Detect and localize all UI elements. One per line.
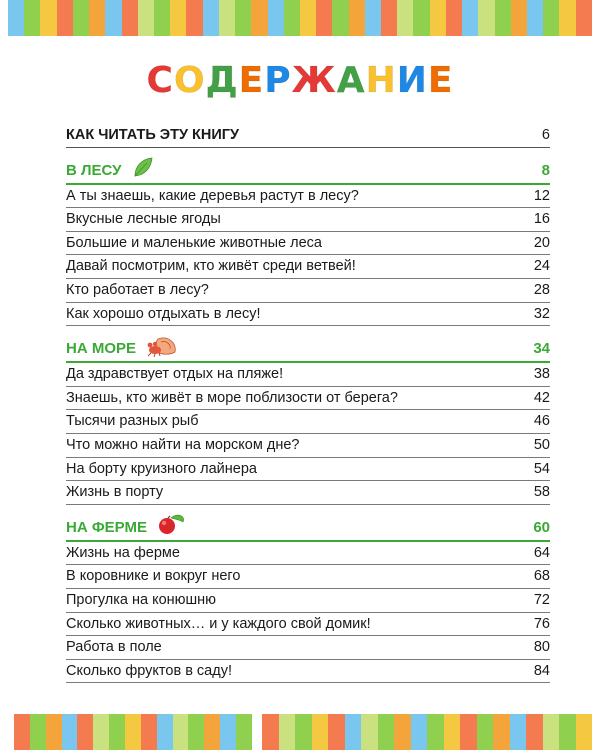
toc-row[interactable] — [66, 481, 550, 505]
stripe — [77, 714, 93, 750]
toc-row-page: 54 — [533, 460, 550, 477]
toc-row[interactable] — [66, 232, 550, 256]
toc-row-page: 38 — [533, 366, 550, 383]
toc-row[interactable] — [66, 279, 550, 303]
toc-row-label: Большие и маленькие животные леса — [66, 234, 322, 251]
toc-row-page: 72 — [533, 591, 550, 608]
title-letter: Н — [365, 60, 397, 101]
stripe — [576, 714, 593, 750]
toc-row-label: Знаешь, кто живёт в море поблизости от берега? — [66, 389, 398, 406]
stripe — [460, 714, 477, 750]
toc-intro-page: 6 — [541, 127, 550, 143]
stripe — [141, 714, 157, 750]
toc-row[interactable] — [66, 565, 550, 589]
stripe — [89, 0, 105, 36]
stripe — [511, 0, 527, 36]
stripe — [394, 714, 411, 750]
stripe — [576, 0, 592, 36]
stripe — [345, 714, 362, 750]
stripe — [559, 0, 575, 36]
toc-row-page: 32 — [533, 305, 550, 322]
toc-row-label: Сколько животных… и у каждого свой домик! — [66, 615, 371, 632]
toc-row[interactable] — [66, 255, 550, 279]
toc-row-label: Как хорошо отдыхать в лесу! — [66, 305, 261, 322]
apple-icon — [157, 513, 187, 543]
stripe — [8, 0, 24, 36]
toc-row-page: 20 — [533, 234, 550, 251]
stripe — [125, 714, 141, 750]
toc-row-page: 58 — [533, 484, 550, 501]
toc-row-label: Жизнь на ферме — [66, 544, 180, 561]
toc-row-page: 24 — [533, 258, 550, 275]
stripe — [300, 0, 316, 36]
stripe — [559, 714, 576, 750]
stripe — [527, 0, 543, 36]
stripe — [62, 714, 78, 750]
toc-row-label: А ты знаешь, какие деревья растут в лесу? — [66, 187, 359, 204]
stripe — [235, 0, 251, 36]
leaf-icon — [132, 156, 154, 186]
stripe — [105, 0, 121, 36]
toc-row[interactable] — [66, 589, 550, 613]
title-letter: Е — [427, 60, 454, 101]
stripe — [262, 714, 279, 750]
stripe — [251, 0, 267, 36]
toc-row-page: 28 — [533, 281, 550, 298]
stripe — [444, 714, 461, 750]
stripe — [477, 714, 494, 750]
stripe — [219, 0, 235, 36]
toc-row-page: 76 — [533, 615, 550, 632]
toc-row-label: Что можно найти на морском дне? — [66, 436, 300, 453]
stripe — [332, 0, 348, 36]
stripe — [57, 0, 73, 36]
page-title — [0, 60, 600, 101]
toc-row[interactable] — [66, 542, 550, 566]
stripe — [543, 0, 559, 36]
toc-intro-row[interactable] — [66, 124, 550, 148]
toc-row[interactable] — [66, 387, 550, 411]
hermit-crab-icon — [146, 335, 180, 365]
stripe — [173, 714, 189, 750]
stripe — [73, 0, 89, 36]
toc-row[interactable] — [66, 613, 550, 637]
stripe — [365, 0, 381, 36]
stripe — [220, 714, 236, 750]
toc-row[interactable] — [66, 458, 550, 482]
stripe — [268, 0, 284, 36]
top-stripe-border — [8, 0, 592, 36]
stripe — [397, 0, 413, 36]
toc-row[interactable] — [66, 636, 550, 660]
stripe — [526, 714, 543, 750]
stripe — [14, 714, 30, 750]
stripe — [203, 0, 219, 36]
title-letter: А — [336, 60, 366, 101]
stripe — [279, 714, 296, 750]
toc-row[interactable] — [66, 363, 550, 387]
toc-row-page: 50 — [533, 436, 550, 453]
toc-intro-label: КАК ЧИТАТЬ ЭТУ КНИГУ — [66, 127, 240, 143]
stripe — [430, 0, 446, 36]
toc-row-page: 84 — [533, 662, 550, 679]
section-items-farm — [66, 542, 550, 684]
stripe — [361, 714, 378, 750]
stripe — [170, 0, 186, 36]
section-items-sea — [66, 363, 550, 505]
toc-row[interactable] — [66, 434, 550, 458]
title-letter: Р — [264, 60, 292, 101]
toc-row-page: 12 — [533, 187, 550, 204]
stripe — [157, 714, 173, 750]
section-heading-forest[interactable] — [66, 160, 550, 185]
stripe — [204, 714, 220, 750]
section-title: НА ФЕРМЕ — [66, 518, 147, 536]
stripe — [413, 0, 429, 36]
toc-row-label: Работа в поле — [66, 639, 162, 656]
section-title: НА МОРЕ — [66, 340, 137, 358]
stripe — [510, 714, 527, 750]
stripe — [295, 714, 312, 750]
stripe — [543, 714, 560, 750]
stripe — [46, 714, 62, 750]
stripe — [138, 0, 154, 36]
stripe — [493, 714, 510, 750]
table-of-contents — [66, 124, 550, 683]
stripe — [427, 714, 444, 750]
stripe — [284, 0, 300, 36]
stripe — [24, 0, 40, 36]
stripe — [122, 0, 138, 36]
title-letter: И — [396, 60, 428, 101]
title-letter: О — [173, 60, 206, 101]
stripe — [316, 0, 332, 36]
toc-row[interactable] — [66, 303, 550, 327]
section-page: 34 — [533, 340, 550, 358]
stripe — [30, 714, 46, 750]
title-letter: Е — [238, 60, 265, 101]
section-heading-farm[interactable] — [66, 517, 550, 542]
toc-row[interactable] — [66, 208, 550, 232]
stripe — [462, 0, 478, 36]
toc-row-page: 16 — [533, 211, 550, 228]
toc-row-label: На борту круизного лайнера — [66, 460, 257, 477]
toc-row-label: Сколько фруктов в саду! — [66, 662, 232, 679]
toc-row-label: Кто работает в лесу? — [66, 281, 209, 298]
toc-row-label: Вкусные лесные ягоды — [66, 211, 221, 228]
stripe — [349, 0, 365, 36]
toc-row[interactable] — [66, 410, 550, 434]
toc-row-label: Прогулка на конюшню — [66, 591, 217, 608]
stripe — [381, 0, 397, 36]
stripe — [495, 0, 511, 36]
toc-row-page: 64 — [533, 544, 550, 561]
stripe — [40, 0, 56, 36]
stripe — [93, 714, 109, 750]
toc-row-page: 80 — [533, 639, 550, 656]
toc-row[interactable] — [66, 185, 550, 209]
toc-row[interactable] — [66, 660, 550, 684]
title-letter: С — [146, 60, 174, 101]
stripe — [109, 714, 125, 750]
toc-row-page: 42 — [533, 389, 550, 406]
section-items-forest — [66, 185, 550, 327]
toc-row-label: В коровнике и вокруг него — [66, 568, 241, 585]
stripe — [236, 714, 252, 750]
toc-row-page: 46 — [533, 413, 550, 430]
stripe — [186, 0, 202, 36]
stripe — [328, 714, 345, 750]
toc-row-page: 68 — [533, 568, 550, 585]
stripe — [154, 0, 170, 36]
stripe — [478, 0, 494, 36]
section-page: 8 — [541, 161, 550, 179]
title-letter: Ж — [291, 60, 337, 101]
stripe — [312, 714, 329, 750]
section-title: В ЛЕСУ — [66, 161, 122, 179]
section-heading-sea[interactable] — [66, 338, 550, 363]
bottom-stripe-border-right — [262, 714, 592, 750]
toc-row-label: Давай посмотрим, кто живёт среди ветвей! — [66, 258, 356, 275]
bottom-stripe-border-left — [14, 714, 252, 750]
stripe — [411, 714, 428, 750]
stripe — [378, 714, 395, 750]
title-letter: Д — [205, 60, 239, 101]
stripe — [188, 714, 204, 750]
section-page: 60 — [533, 518, 550, 536]
toc-row-label: Жизнь в порту — [66, 484, 164, 501]
stripe — [446, 0, 462, 36]
toc-row-label: Тысячи разных рыб — [66, 413, 199, 430]
toc-row-label: Да здравствует отдых на пляже! — [66, 366, 284, 383]
